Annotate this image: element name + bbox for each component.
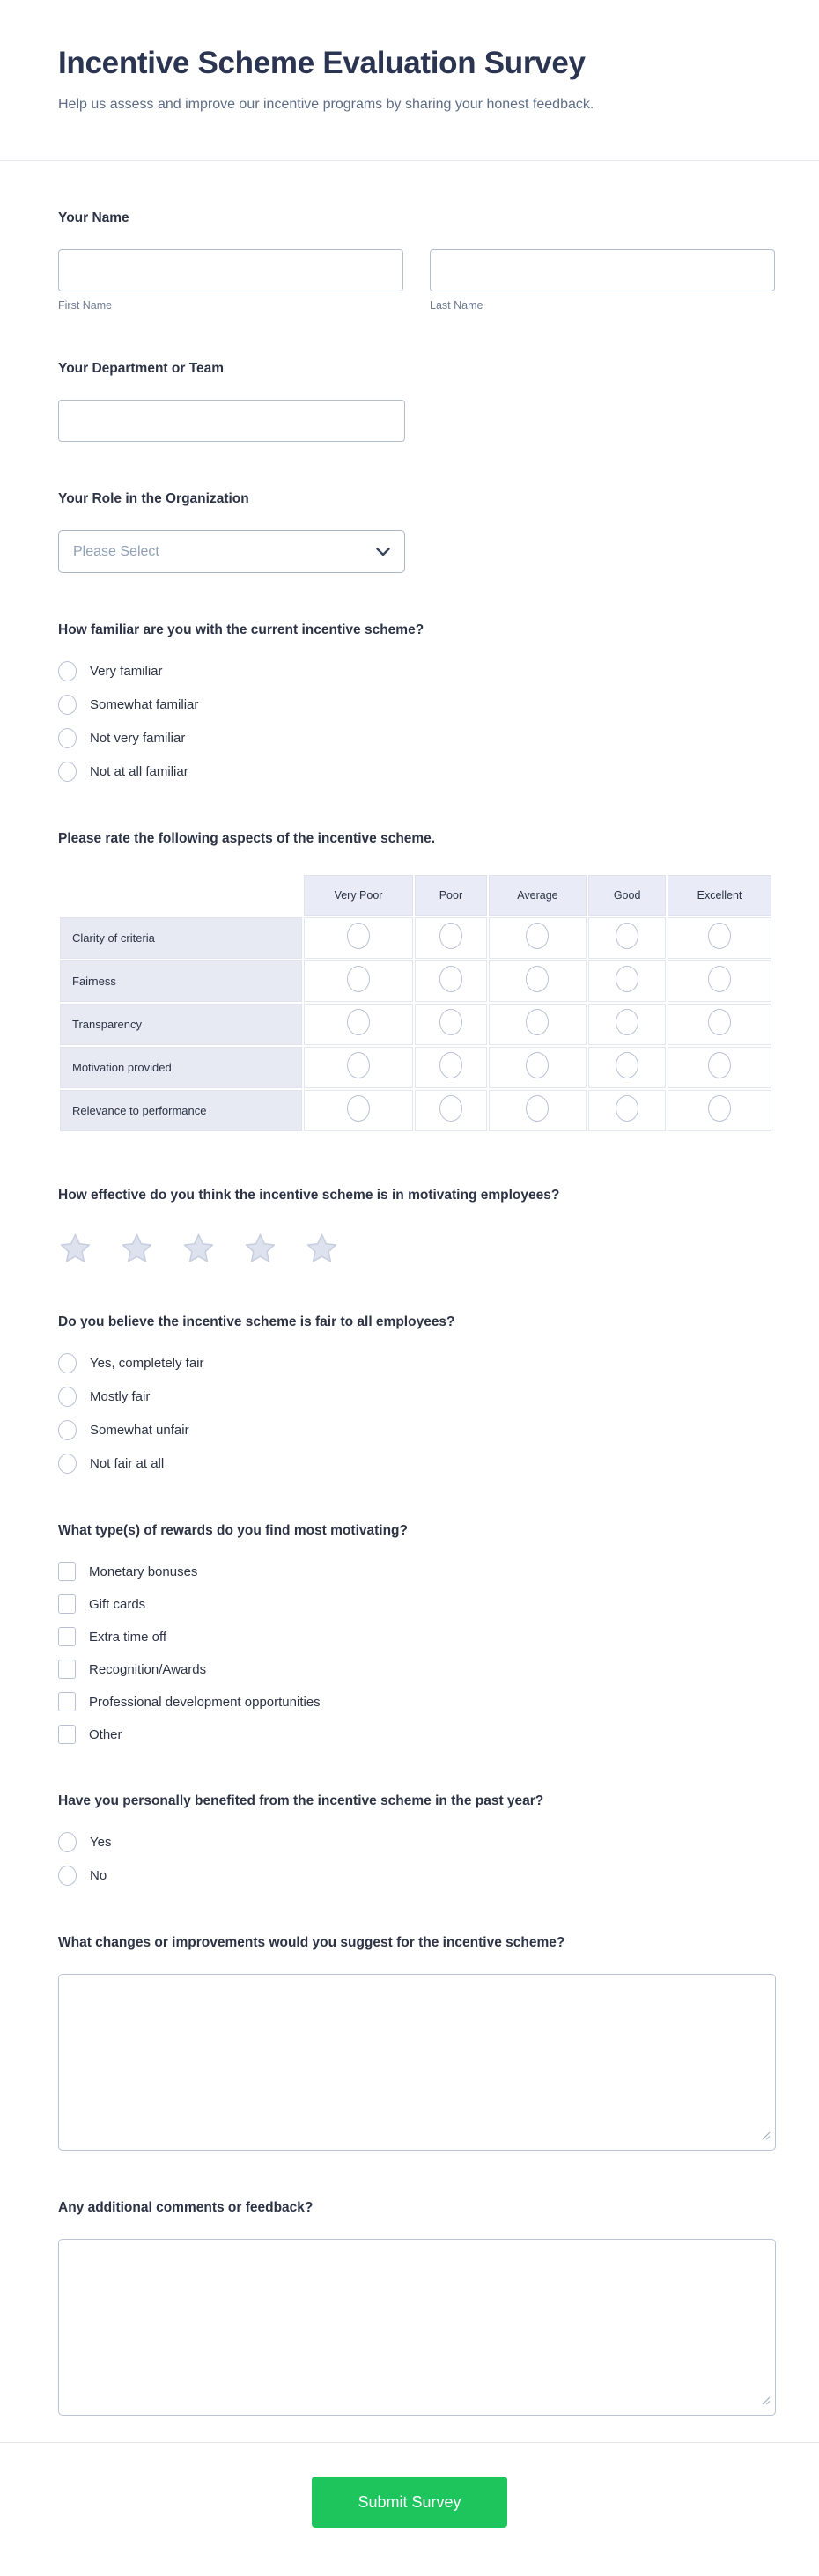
table-radio-cell[interactable] — [667, 1003, 772, 1046]
question-name — [58, 210, 775, 312]
question-label: Have you personally benefited from the incentive scheme in the past year? — [58, 1793, 544, 1809]
radio-icon[interactable] — [58, 1420, 77, 1440]
first-name-input[interactable] — [58, 249, 403, 291]
table-radio-cell[interactable] — [303, 1089, 414, 1132]
table-radio-cell[interactable] — [488, 960, 587, 1003]
table-corner-cell — [59, 874, 303, 916]
table-radio-cell[interactable] — [667, 960, 772, 1003]
table-radio-cell[interactable] — [587, 960, 667, 1003]
last-name-input[interactable] — [430, 249, 775, 291]
checkbox-icon[interactable] — [58, 1594, 76, 1614]
question-label: Your Department or Team — [58, 361, 225, 377]
star-icon[interactable] — [120, 1232, 154, 1265]
submit-button[interactable]: Submit Survey — [312, 2477, 507, 2528]
table-column-header: Very Poor — [303, 874, 414, 916]
question-label: Your Name — [58, 210, 129, 226]
table-column-header: Poor — [414, 874, 488, 916]
checkbox-option-label: Gift cards — [89, 1596, 146, 1612]
radio-icon[interactable] — [58, 695, 77, 715]
question-effectiveness — [58, 1188, 775, 1265]
table-row-label: Clarity of criteria — [59, 916, 303, 960]
radio-icon[interactable] — [347, 1095, 370, 1122]
checkbox-option-label: Extra time off — [89, 1629, 167, 1645]
star-icon[interactable] — [181, 1232, 216, 1265]
radio-option[interactable] — [58, 1353, 775, 1373]
checkbox-icon[interactable] — [58, 1725, 76, 1744]
table-radio-cell[interactable] — [488, 1046, 587, 1089]
question-label: Do you believe the incentive scheme is fair to all employees? — [58, 1314, 455, 1330]
radio-icon[interactable] — [616, 923, 638, 949]
radio-icon[interactable] — [616, 1095, 638, 1122]
radio-icon[interactable] — [347, 1009, 370, 1035]
question-label: Please rate the following aspects of the incentive scheme. — [58, 831, 436, 847]
radio-icon[interactable] — [708, 1052, 731, 1078]
radio-icon[interactable] — [616, 966, 638, 992]
role-select[interactable] — [58, 530, 405, 573]
checkbox-option-label: Other — [89, 1726, 122, 1742]
radio-icon[interactable] — [58, 1866, 77, 1886]
radio-icon[interactable] — [347, 966, 370, 992]
table-row-label: Fairness — [59, 960, 303, 1003]
checkbox-option[interactable] — [58, 1627, 775, 1646]
table-radio-cell[interactable] — [303, 960, 414, 1003]
table-radio-cell[interactable] — [587, 916, 667, 960]
question-rewards — [58, 1523, 775, 1744]
radio-icon[interactable] — [58, 1832, 77, 1852]
radio-icon[interactable] — [616, 1052, 638, 1078]
checkbox-option-label: Professional development opportunities — [89, 1694, 321, 1710]
table-column-header: Average — [488, 874, 587, 916]
radio-icon[interactable] — [439, 966, 462, 992]
table-radio-cell[interactable] — [414, 1089, 488, 1132]
table-radio-cell[interactable] — [488, 1003, 587, 1046]
radio-icon[interactable] — [526, 966, 549, 992]
radio-icon[interactable] — [58, 661, 77, 681]
radio-icon[interactable] — [708, 1009, 731, 1035]
question-label: How effective do you think the incentive scheme is in motivating employees? — [58, 1188, 560, 1203]
radio-option-label: Yes, completely fair — [90, 1356, 204, 1372]
radio-option[interactable] — [58, 661, 775, 681]
question-label: What changes or improvements would you suggest for the incentive scheme? — [58, 1935, 565, 1951]
table-row — [59, 960, 772, 1003]
radio-icon[interactable] — [708, 966, 731, 992]
checkbox-option[interactable] — [58, 1692, 775, 1711]
checkbox-option[interactable] — [58, 1725, 775, 1744]
checkbox-option-label: Monetary bonuses — [89, 1564, 198, 1579]
page-title: Incentive Scheme Evaluation Survey — [58, 46, 586, 80]
table-row — [59, 1089, 772, 1132]
role-select-placeholder: Please Select — [73, 543, 159, 559]
radio-icon[interactable] — [347, 1052, 370, 1078]
radio-icon[interactable] — [526, 1052, 549, 1078]
table-radio-cell[interactable] — [414, 960, 488, 1003]
star-icon[interactable] — [243, 1232, 277, 1265]
radio-icon[interactable] — [708, 923, 731, 949]
radio-icon[interactable] — [526, 923, 549, 949]
radio-icon[interactable] — [708, 1095, 731, 1122]
table-radio-cell[interactable] — [667, 1089, 772, 1132]
radio-icon[interactable] — [616, 1009, 638, 1035]
table-radio-cell[interactable] — [488, 1089, 587, 1132]
star-icon[interactable] — [305, 1232, 339, 1265]
radio-option-label: No — [90, 1868, 107, 1884]
table-radio-cell[interactable] — [303, 1003, 414, 1046]
table-row — [59, 1046, 772, 1089]
checkbox-icon[interactable] — [58, 1562, 76, 1581]
question-department — [58, 361, 775, 442]
radio-icon[interactable] — [526, 1095, 549, 1122]
comments-textarea[interactable] — [58, 2239, 776, 2416]
table-radio-cell[interactable] — [414, 1003, 488, 1046]
radio-option[interactable] — [58, 1454, 775, 1474]
radio-icon[interactable] — [58, 1353, 77, 1373]
question-benefited — [58, 1793, 775, 1886]
radio-option-label: Not very familiar — [90, 731, 186, 747]
checkbox-icon[interactable] — [58, 1692, 76, 1711]
question-label: Any additional comments or feedback? — [58, 2200, 314, 2216]
radio-option-label: Not fair at all — [90, 1456, 165, 1472]
question-role — [58, 491, 775, 573]
rating-table — [58, 873, 773, 1133]
radio-icon[interactable] — [439, 923, 462, 949]
page-subtitle: Help us assess and improve our incentive programs by sharing your honest feedback. — [58, 97, 594, 112]
radio-option[interactable] — [58, 1866, 775, 1886]
table-radio-cell[interactable] — [303, 916, 414, 960]
form-header — [0, 0, 819, 161]
radio-option[interactable] — [58, 1387, 775, 1407]
radio-icon[interactable] — [347, 923, 370, 949]
radio-option[interactable] — [58, 695, 775, 715]
checkbox-option-label: Recognition/Awards — [89, 1661, 207, 1677]
table-row — [59, 1003, 772, 1046]
first-name-sublabel: First Name — [58, 299, 113, 313]
radio-option[interactable] — [58, 1832, 775, 1852]
question-label: How familiar are you with the current incentive scheme? — [58, 622, 424, 638]
table-radio-cell[interactable] — [414, 1046, 488, 1089]
radio-icon[interactable] — [439, 1052, 462, 1078]
radio-icon[interactable] — [58, 762, 77, 782]
table-radio-cell[interactable] — [303, 1046, 414, 1089]
checkbox-icon[interactable] — [58, 1660, 76, 1679]
question-label: What type(s) of rewards do you find most motivating? — [58, 1523, 408, 1539]
radio-icon[interactable] — [58, 1387, 77, 1407]
radio-icon[interactable] — [439, 1009, 462, 1035]
radio-option-label: Not at all familiar — [90, 764, 188, 780]
question-changes — [58, 1935, 775, 2151]
table-radio-cell[interactable] — [587, 1089, 667, 1132]
table-row-label: Transparency — [59, 1003, 303, 1046]
question-comments — [58, 2200, 775, 2416]
radio-option-label: Somewhat familiar — [90, 697, 199, 713]
star-rating — [58, 1232, 775, 1265]
table-row-label: Relevance to performance — [59, 1089, 303, 1132]
radio-icon[interactable] — [58, 1454, 77, 1474]
star-icon[interactable] — [58, 1232, 92, 1265]
checkbox-option[interactable] — [58, 1594, 775, 1614]
question-label: Your Role in the Organization — [58, 491, 249, 507]
table-radio-cell[interactable] — [587, 1003, 667, 1046]
table-radio-cell[interactable] — [587, 1046, 667, 1089]
table-radio-cell[interactable] — [667, 916, 772, 960]
radio-icon[interactable] — [526, 1009, 549, 1035]
checkbox-option[interactable] — [58, 1660, 775, 1679]
table-row-label: Motivation provided — [59, 1046, 303, 1089]
question-fairness — [58, 1314, 775, 1474]
chevron-down-icon — [376, 548, 390, 556]
table-radio-cell[interactable] — [414, 916, 488, 960]
radio-option[interactable] — [58, 1420, 775, 1440]
last-name-sublabel: Last Name — [430, 299, 483, 313]
table-radio-cell[interactable] — [488, 916, 587, 960]
form-body — [0, 161, 819, 2416]
radio-option-label: Yes — [90, 1835, 112, 1851]
question-rating-table — [58, 831, 775, 1133]
radio-icon[interactable] — [58, 728, 77, 748]
radio-option-label: Mostly fair — [90, 1389, 151, 1405]
radio-option-label: Very familiar — [90, 664, 163, 680]
department-input[interactable] — [58, 400, 405, 442]
table-column-header: Good — [587, 874, 667, 916]
form-footer — [0, 2442, 819, 2576]
checkbox-icon[interactable] — [58, 1627, 76, 1646]
radio-icon[interactable] — [439, 1095, 462, 1122]
checkbox-option[interactable] — [58, 1562, 775, 1581]
radio-option[interactable] — [58, 762, 775, 782]
changes-textarea[interactable] — [58, 1974, 776, 2151]
radio-option[interactable] — [58, 728, 775, 748]
table-row — [59, 916, 772, 960]
radio-option-label: Somewhat unfair — [90, 1423, 189, 1439]
table-radio-cell[interactable] — [667, 1046, 772, 1089]
table-column-header: Excellent — [667, 874, 772, 916]
question-familiarity — [58, 622, 775, 782]
